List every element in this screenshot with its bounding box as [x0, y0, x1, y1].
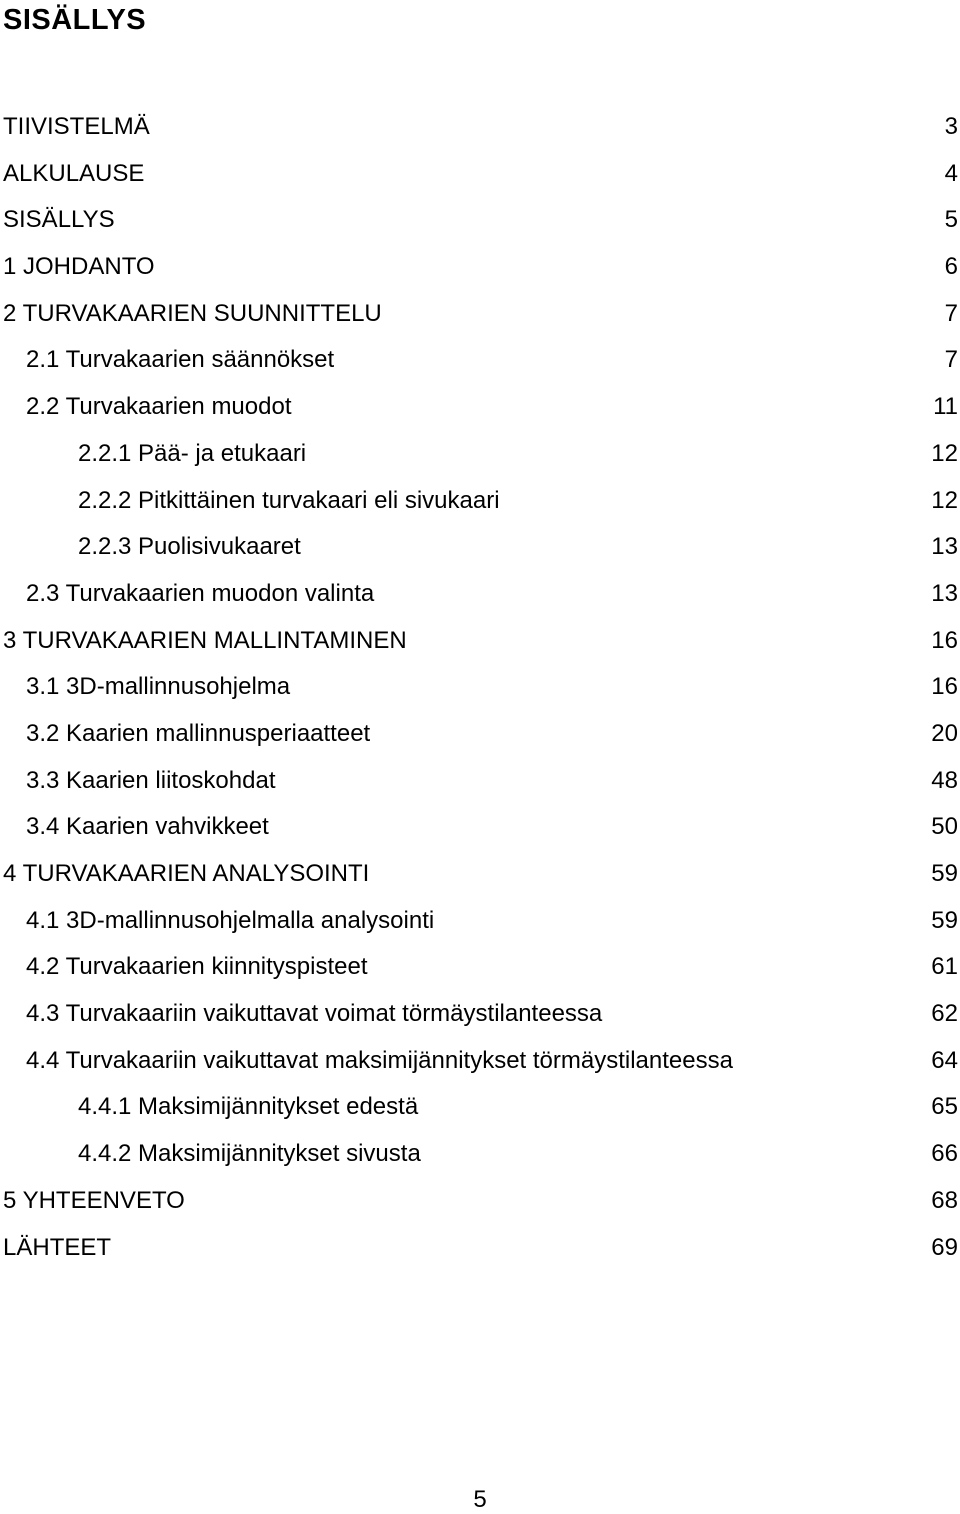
toc-entry-title: 4.4.1 Maksimijännitykset edestä — [78, 1093, 419, 1121]
toc-entry-page: 12 — [931, 486, 958, 514]
toc-entry-page: 11 — [933, 393, 958, 421]
toc-entry-page: 64 — [931, 1046, 958, 1074]
toc-entry[interactable] — [0, 244, 960, 291]
toc-entry-page: 59 — [931, 860, 958, 887]
toc-entry[interactable] — [0, 151, 960, 198]
toc-entry-page: 7 — [944, 299, 958, 327]
toc-entry[interactable] — [0, 104, 960, 151]
toc-entry-title: 4.3 Turvakaariin vaikuttavat voimat törmäystilanteessa — [26, 1000, 603, 1028]
toc-entry-title: 2.2.1 Pää- ja etukaari — [78, 439, 307, 467]
toc-entry-title: 3.3 Kaarien liitoskohdat — [26, 766, 276, 794]
toc-entry-page: 62 — [931, 1000, 958, 1028]
toc-entry[interactable] — [0, 431, 960, 478]
toc-entry-title: 5 YHTEENVETO — [3, 1186, 185, 1214]
toc-entry-title: 4.1 3D-mallinnusohjelmalla analysointi — [26, 906, 435, 934]
toc-entry-title: 3.4 Kaarien vahvikkeet — [26, 813, 269, 841]
toc-entry[interactable] — [0, 898, 960, 945]
toc-entry[interactable] — [0, 1038, 960, 1085]
toc-entry-title: LÄHTEET — [3, 1233, 112, 1261]
toc-entry-page: 65 — [931, 1093, 958, 1121]
toc-entry[interactable] — [0, 944, 960, 991]
toc-entry[interactable] — [0, 1178, 960, 1225]
toc-entry-title: ALKULAUSE — [3, 159, 145, 187]
toc-entry-title: 4.2 Turvakaarien kiinnityspisteet — [26, 953, 368, 981]
toc-entry[interactable] — [0, 197, 960, 244]
toc-entry-title: 2.1 Turvakaarien säännökset — [26, 346, 335, 374]
toc-entry-page: 13 — [931, 579, 958, 607]
toc-entry-page: 16 — [931, 673, 958, 701]
toc-entry-page: 16 — [931, 626, 958, 654]
toc-entry-title: 4 TURVAKAARIEN ANALYSOINTI — [3, 860, 370, 887]
toc-entry[interactable] — [0, 1084, 960, 1131]
toc-entry[interactable] — [0, 618, 960, 665]
toc-entry-page: 66 — [931, 1140, 958, 1168]
toc-entry-title: 3.1 3D-mallinnusohjelma — [26, 673, 291, 701]
toc-entry[interactable] — [0, 758, 960, 805]
toc-entry-page: 13 — [931, 533, 958, 561]
toc-entry[interactable] — [0, 1131, 960, 1178]
toc-entry[interactable] — [0, 524, 960, 571]
toc-entry[interactable] — [0, 664, 960, 711]
toc-entry-page: 12 — [931, 439, 958, 467]
toc-heading: SISÄLLYS — [3, 4, 147, 36]
toc-entry[interactable] — [0, 337, 960, 384]
toc-entry-title: 2.2.2 Pitkittäinen turvakaari eli sivukaari — [78, 486, 500, 514]
toc-entry[interactable] — [0, 991, 960, 1038]
toc-entry-page: 6 — [944, 253, 958, 281]
toc-entry-page: 61 — [931, 953, 958, 981]
toc-entry-title: 3.2 Kaarien mallinnusperiaatteet — [26, 719, 371, 747]
toc-entry-page: 68 — [931, 1186, 958, 1214]
toc-entry[interactable] — [0, 804, 960, 851]
toc-entry-page: 20 — [931, 719, 958, 747]
toc-entry-title: 4.4.2 Maksimijännitykset sivusta — [78, 1140, 421, 1168]
toc-entry[interactable] — [0, 851, 960, 898]
toc-entry-title: 2.2.3 Puolisivukaaret — [78, 533, 301, 561]
toc-entry-title: SISÄLLYS — [3, 206, 115, 234]
toc-entry-page: 5 — [944, 206, 958, 234]
toc-entry[interactable] — [0, 1225, 960, 1272]
toc-entry-title: TIIVISTELMÄ — [3, 113, 150, 140]
toc-entry-page: 4 — [944, 159, 958, 187]
table-of-contents — [0, 104, 960, 1271]
toc-entry-title: 4.4 Turvakaariin vaikuttavat maksimijännitykset törmäystilanteessa — [26, 1046, 733, 1074]
page-number: 5 — [473, 1486, 487, 1513]
toc-entry[interactable] — [0, 478, 960, 525]
toc-entry-page: 48 — [931, 766, 958, 794]
toc-entry[interactable] — [0, 384, 960, 431]
toc-entry-page: 7 — [944, 346, 958, 374]
toc-entry-page: 50 — [931, 813, 958, 841]
toc-entry-page: 69 — [931, 1233, 958, 1261]
toc-entry-page: 59 — [931, 906, 958, 934]
toc-entry-title: 1 JOHDANTO — [3, 253, 155, 281]
toc-entry[interactable] — [0, 291, 960, 338]
toc-entry-title: 3 TURVAKAARIEN MALLINTAMINEN — [3, 626, 407, 654]
toc-entry-title: 2 TURVAKAARIEN SUUNNITTELU — [3, 299, 382, 327]
toc-entry-title: 2.2 Turvakaarien muodot — [26, 393, 292, 421]
toc-entry-title: 2.3 Turvakaarien muodon valinta — [26, 579, 375, 607]
toc-entry[interactable] — [0, 571, 960, 618]
toc-entry-page: 3 — [944, 113, 958, 140]
toc-entry[interactable] — [0, 711, 960, 758]
